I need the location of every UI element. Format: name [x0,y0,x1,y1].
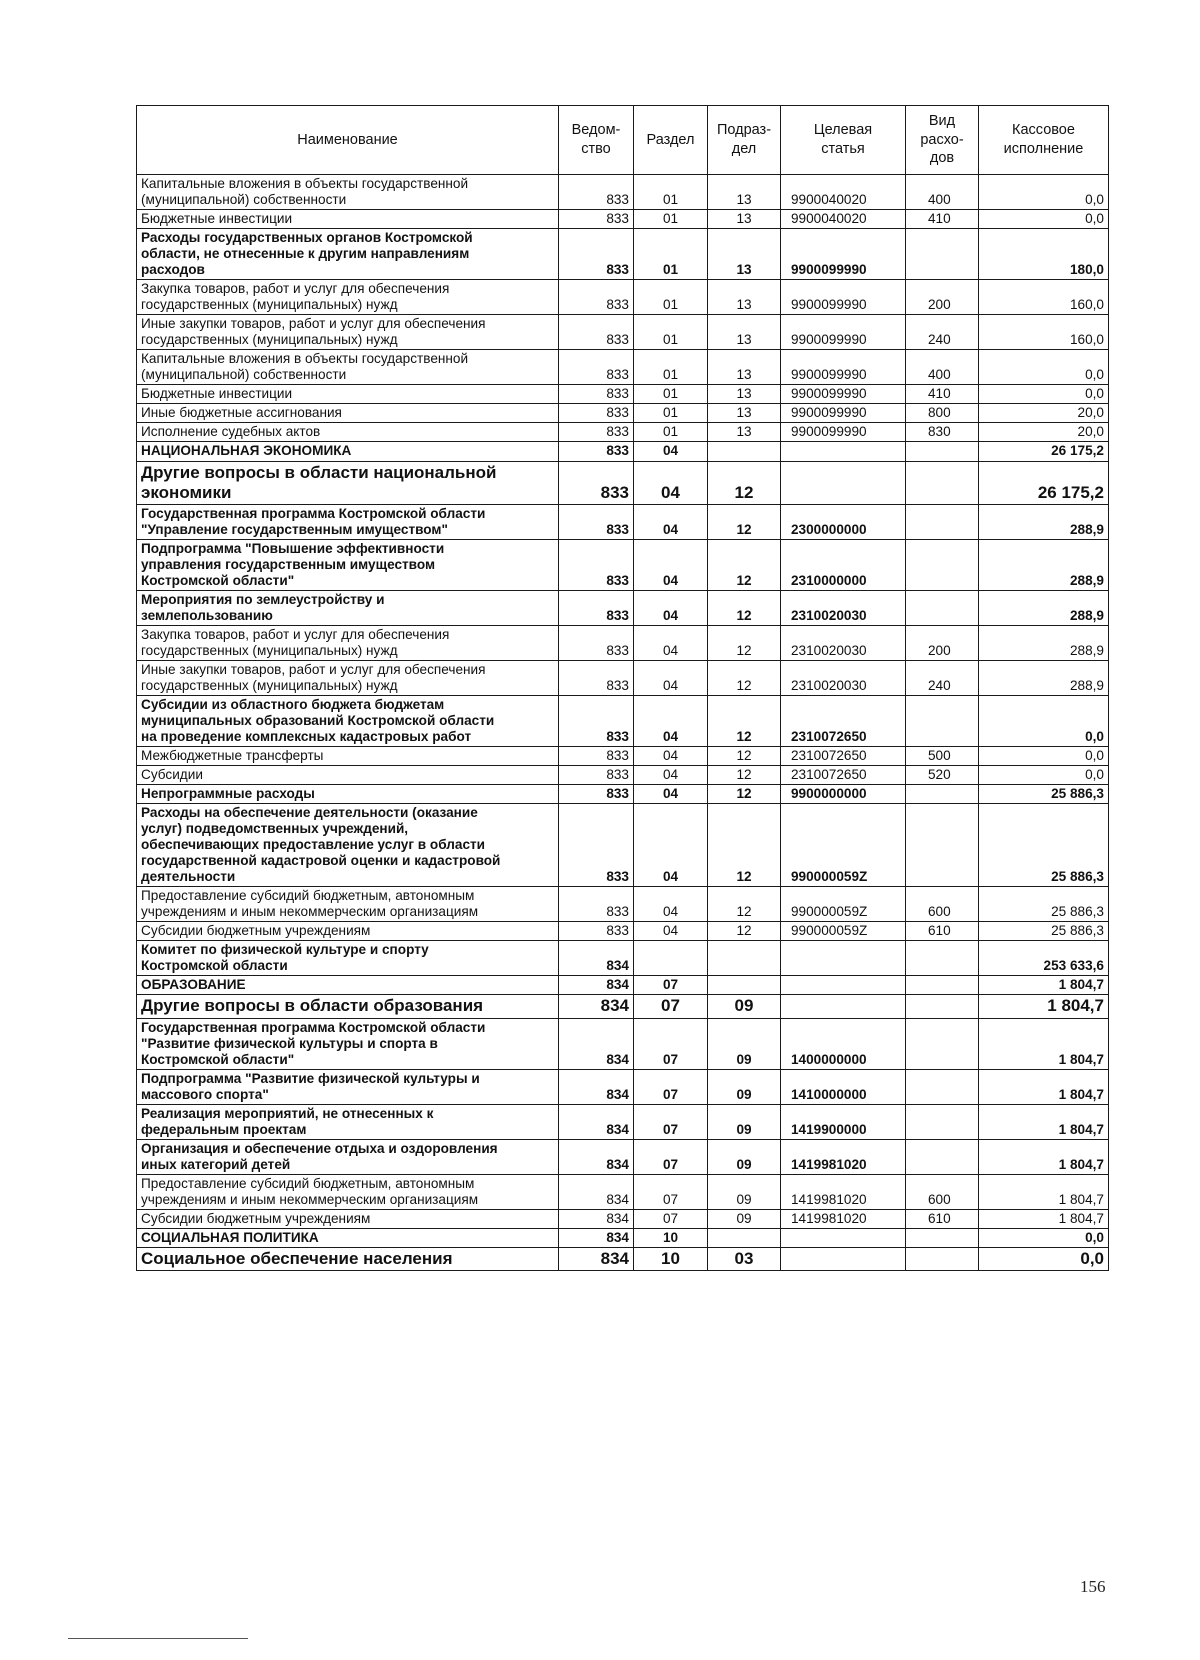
cell-expense-type [906,504,979,539]
cell-target-article: 9900099990 [781,404,906,423]
cell-cash-execution: 20,0 [979,404,1109,423]
table-row [137,1209,1109,1228]
cell-subsection: 13 [708,280,781,315]
cell-cash-execution: 25 886,3 [979,785,1109,804]
cell-department: 833 [559,922,634,941]
cell-subsection: 13 [708,423,781,442]
table-row [137,504,1109,539]
cell-section: 01 [634,210,708,229]
cell-cash-execution: 0,0 [979,210,1109,229]
cell-target-article: 9900099990 [781,350,906,385]
cell-expense-type [906,229,979,280]
table-row [137,315,1109,350]
cell-target-article: 1400000000 [781,1018,906,1069]
cell-name: Другие вопросы в области образования [137,995,559,1018]
table-row [137,404,1109,423]
cell-name: Комитет по физической культуре и спорту Костромской области [137,941,559,976]
cell-cash-execution: 0,0 [979,1247,1109,1270]
cell-department: 833 [559,229,634,280]
cell-name: Капитальные вложения в объекты государственной (муниципальной) собственности [137,350,559,385]
cell-section: 04 [634,461,708,504]
cell-expense-type: 400 [906,175,979,210]
cell-section: 07 [634,1104,708,1139]
cell-target-article [781,941,906,976]
cell-section: 07 [634,976,708,995]
cell-name: Субсидии [137,766,559,785]
cell-expense-type [906,539,979,590]
cell-cash-execution: 1 804,7 [979,995,1109,1018]
table-row [137,280,1109,315]
cell-target-article [781,1228,906,1247]
cell-section: 04 [634,785,708,804]
table-row [137,785,1109,804]
cell-section: 04 [634,660,708,695]
cell-subsection: 09 [708,1139,781,1174]
table-row [137,1174,1109,1209]
cell-cash-execution: 288,9 [979,590,1109,625]
cell-department: 833 [559,404,634,423]
cell-target-article: 1419981020 [781,1209,906,1228]
table-row [137,210,1109,229]
cell-subsection: 13 [708,404,781,423]
table-row [137,1069,1109,1104]
cell-section: 07 [634,1209,708,1228]
cell-cash-execution: 0,0 [979,1228,1109,1247]
cell-target-article: 9900099990 [781,315,906,350]
cell-target-article: 9900040020 [781,210,906,229]
cell-name: Бюджетные инвестиции [137,210,559,229]
cell-subsection: 13 [708,175,781,210]
cell-subsection: 12 [708,504,781,539]
cell-expense-type: 240 [906,660,979,695]
cell-department: 833 [559,280,634,315]
cell-department: 834 [559,1247,634,1270]
cell-target-article: 1419900000 [781,1104,906,1139]
cell-expense-type [906,1139,979,1174]
cell-section [634,941,708,976]
cell-subsection: 09 [708,1018,781,1069]
cell-target-article: 1410000000 [781,1069,906,1104]
cell-expense-type: 600 [906,887,979,922]
cell-expense-type [906,785,979,804]
cell-target-article: 2300000000 [781,504,906,539]
cell-target-article [781,461,906,504]
page-number: 156 [1080,1577,1106,1596]
cell-expense-type [906,1018,979,1069]
cell-cash-execution: 160,0 [979,315,1109,350]
cell-name: ОБРАЗОВАНИЕ [137,976,559,995]
cell-target-article: 9900000000 [781,785,906,804]
cell-expense-type [906,461,979,504]
cell-section: 04 [634,695,708,746]
cell-department: 833 [559,804,634,887]
table-row [137,922,1109,941]
cell-cash-execution: 288,9 [979,625,1109,660]
cell-subsection: 12 [708,461,781,504]
cell-expense-type: 610 [906,1209,979,1228]
cell-subsection: 12 [708,785,781,804]
cell-subsection: 12 [708,922,781,941]
cell-cash-execution: 288,9 [979,660,1109,695]
cell-name: Иные закупки товаров, работ и услуг для обеспечения государственных (муниципальных) нужд [137,315,559,350]
cell-name: СОЦИАЛЬНАЯ ПОЛИТИКА [137,1228,559,1247]
cell-cash-execution: 1 804,7 [979,1018,1109,1069]
cell-name: Закупка товаров, работ и услуг для обеспечения государственных (муниципальных) нужд [137,625,559,660]
cell-department: 833 [559,695,634,746]
cell-expense-type [906,941,979,976]
cell-department: 834 [559,1174,634,1209]
cell-section: 04 [634,804,708,887]
cell-expense-type [906,1069,979,1104]
cell-department: 833 [559,210,634,229]
cell-section: 07 [634,1174,708,1209]
cell-subsection [708,1228,781,1247]
cell-section: 04 [634,766,708,785]
cell-subsection [708,976,781,995]
cell-cash-execution: 25 886,3 [979,887,1109,922]
table-row [137,175,1109,210]
cell-department: 833 [559,442,634,461]
cell-cash-execution: 25 886,3 [979,804,1109,887]
table-row [137,1139,1109,1174]
header-name: Наименование [137,106,559,175]
cell-cash-execution: 25 886,3 [979,922,1109,941]
cell-subsection: 12 [708,766,781,785]
cell-cash-execution: 1 804,7 [979,976,1109,995]
cell-section: 04 [634,442,708,461]
table-row [137,887,1109,922]
cell-name: Мероприятия по землеустройству и землепользованию [137,590,559,625]
cell-target-article: 9900099990 [781,423,906,442]
cell-cash-execution: 0,0 [979,747,1109,766]
cell-subsection: 09 [708,1209,781,1228]
cell-expense-type [906,1247,979,1270]
cell-cash-execution: 288,9 [979,539,1109,590]
cell-expense-type [906,995,979,1018]
cell-section: 07 [634,1018,708,1069]
cell-target-article: 990000059Z [781,887,906,922]
cell-department: 833 [559,785,634,804]
cell-name: Иные закупки товаров, работ и услуг для обеспечения государственных (муниципальных) нужд [137,660,559,695]
cell-department: 833 [559,887,634,922]
table-body [137,175,1109,1271]
cell-target-article: 2310000000 [781,539,906,590]
cell-department: 834 [559,995,634,1018]
cell-cash-execution: 0,0 [979,766,1109,785]
cell-expense-type: 410 [906,210,979,229]
cell-subsection: 13 [708,210,781,229]
cell-department: 833 [559,315,634,350]
cell-name: Субсидии из областного бюджета бюджетам муниципальных образований Костромской области на проведение комплексных кадастровых работ [137,695,559,746]
cell-expense-type [906,976,979,995]
header-section: Раздел [634,106,708,175]
cell-expense-type: 500 [906,747,979,766]
cell-cash-execution: 26 175,2 [979,461,1109,504]
cell-expense-type: 610 [906,922,979,941]
table-row [137,660,1109,695]
cell-subsection: 09 [708,1069,781,1104]
cell-name: Организация и обеспечение отдыха и оздоровления иных категорий детей [137,1139,559,1174]
cell-expense-type: 400 [906,350,979,385]
cell-name: Расходы на обеспечение деятельности (оказание услуг) подведомственных учреждений, обеспечивающих предоставление услуг в области государственной кадастровой оценки и кадастровой деятельности [137,804,559,887]
cell-target-article: 2310020030 [781,625,906,660]
cell-department: 833 [559,539,634,590]
cell-subsection [708,941,781,976]
table-row [137,442,1109,461]
cell-subsection: 12 [708,625,781,660]
cell-target-article: 990000059Z [781,804,906,887]
cell-expense-type: 200 [906,280,979,315]
cell-subsection [708,442,781,461]
cell-target-article: 1419981020 [781,1139,906,1174]
cell-expense-type: 520 [906,766,979,785]
cell-department: 833 [559,504,634,539]
cell-section: 04 [634,590,708,625]
cell-name: Другие вопросы в области национальной экономики [137,461,559,504]
cell-subsection: 12 [708,695,781,746]
cell-department: 834 [559,1228,634,1247]
cell-name: Бюджетные инвестиции [137,385,559,404]
cell-section: 04 [634,539,708,590]
cell-subsection: 12 [708,660,781,695]
cell-subsection: 09 [708,1104,781,1139]
cell-expense-type [906,442,979,461]
cell-section: 04 [634,625,708,660]
cell-section: 01 [634,315,708,350]
cell-name: НАЦИОНАЛЬНАЯ ЭКОНОМИКА [137,442,559,461]
cell-expense-type: 410 [906,385,979,404]
cell-subsection: 13 [708,350,781,385]
cell-target-article [781,1247,906,1270]
cell-target-article: 2310020030 [781,590,906,625]
header-department: Ведом- ство [559,106,634,175]
cell-subsection: 09 [708,1174,781,1209]
table-row [137,1104,1109,1139]
cell-subsection: 03 [708,1247,781,1270]
cell-section: 01 [634,280,708,315]
cell-target-article: 9900099990 [781,385,906,404]
cell-name: Социальное обеспечение населения [137,1247,559,1270]
cell-cash-execution: 20,0 [979,423,1109,442]
cell-name: Межбюджетные трансферты [137,747,559,766]
cell-target-article: 2310072650 [781,695,906,746]
cell-target-article: 2310072650 [781,747,906,766]
cell-subsection: 13 [708,315,781,350]
cell-cash-execution: 0,0 [979,385,1109,404]
cell-expense-type: 830 [906,423,979,442]
cell-name: Капитальные вложения в объекты государственной (муниципальной) собственности [137,175,559,210]
cell-expense-type: 600 [906,1174,979,1209]
cell-department: 833 [559,625,634,660]
cell-name: Реализация мероприятий, не отнесенных к федеральным проектам [137,1104,559,1139]
table-row [137,625,1109,660]
cell-section: 07 [634,995,708,1018]
cell-section: 07 [634,1069,708,1104]
cell-section: 04 [634,922,708,941]
table-row [137,976,1109,995]
cell-target-article: 1419981020 [781,1174,906,1209]
cell-department: 833 [559,766,634,785]
cell-department: 833 [559,423,634,442]
cell-department: 834 [559,941,634,976]
cell-expense-type [906,804,979,887]
table-row [137,461,1109,504]
cell-cash-execution: 26 175,2 [979,442,1109,461]
cell-section: 04 [634,504,708,539]
cell-target-article: 9900099990 [781,229,906,280]
cell-department: 833 [559,350,634,385]
cell-name: Государственная программа Костромской области "Развитие физической культуры и спорта в Костромской области" [137,1018,559,1069]
cell-subsection: 12 [708,887,781,922]
cell-section: 10 [634,1228,708,1247]
cell-name: Подпрограмма "Развитие физической культуры и массового спорта" [137,1069,559,1104]
cell-cash-execution: 0,0 [979,350,1109,385]
cell-department: 833 [559,590,634,625]
cell-target-article [781,995,906,1018]
cell-cash-execution: 288,9 [979,504,1109,539]
cell-department: 833 [559,660,634,695]
cell-subsection: 09 [708,995,781,1018]
cell-expense-type: 200 [906,625,979,660]
cell-department: 834 [559,1018,634,1069]
cell-department: 833 [559,461,634,504]
cell-name: Субсидии бюджетным учреждениям [137,922,559,941]
cell-department: 834 [559,1209,634,1228]
header-expense-type: Вид расхо- дов [906,106,979,175]
cell-section: 04 [634,887,708,922]
cell-section: 01 [634,385,708,404]
cell-subsection: 13 [708,385,781,404]
cell-cash-execution: 253 633,6 [979,941,1109,976]
cell-name: Предоставление субсидий бюджетным, автономным учреждениям и иным некоммерческим организациям [137,887,559,922]
cell-target-article [781,976,906,995]
cell-department: 833 [559,385,634,404]
table-row [137,423,1109,442]
cell-name: Исполнение судебных актов [137,423,559,442]
table-row [137,590,1109,625]
table-row [137,941,1109,976]
cell-target-article: 2310020030 [781,660,906,695]
cell-cash-execution: 1 804,7 [979,1069,1109,1104]
header-subsection: Подраз- дел [708,106,781,175]
cell-expense-type: 240 [906,315,979,350]
cell-expense-type [906,1228,979,1247]
cell-section: 07 [634,1139,708,1174]
cell-name: Иные бюджетные ассигнования [137,404,559,423]
cell-cash-execution: 180,0 [979,229,1109,280]
cell-section: 04 [634,747,708,766]
cell-target-article: 9900099990 [781,280,906,315]
cell-section: 01 [634,404,708,423]
table-row [137,1018,1109,1069]
table-row [137,766,1109,785]
cell-department: 834 [559,1069,634,1104]
table-row [137,995,1109,1018]
cell-expense-type [906,695,979,746]
cell-expense-type [906,590,979,625]
cell-section: 01 [634,423,708,442]
table-row [137,1228,1109,1247]
cell-target-article [781,442,906,461]
header-target-article: Целевая статья [781,106,906,175]
cell-subsection: 12 [708,804,781,887]
budget-execution-table [136,105,1109,1271]
cell-subsection: 13 [708,229,781,280]
cell-section: 01 [634,175,708,210]
cell-subsection: 12 [708,747,781,766]
cell-department: 834 [559,976,634,995]
cell-department: 834 [559,1104,634,1139]
cell-cash-execution: 1 804,7 [979,1174,1109,1209]
cell-subsection: 12 [708,539,781,590]
cell-target-article: 9900040020 [781,175,906,210]
cell-subsection: 12 [708,590,781,625]
cell-cash-execution: 1 804,7 [979,1209,1109,1228]
table-row [137,539,1109,590]
cell-name: Субсидии бюджетным учреждениям [137,1209,559,1228]
cell-department: 834 [559,1139,634,1174]
cell-department: 833 [559,747,634,766]
table-header-row [137,106,1109,175]
cell-name: Расходы государственных органов Костромской области, не отнесенные к другим направлениям расходов [137,229,559,280]
cell-name: Непрограммные расходы [137,785,559,804]
cell-target-article: 2310072650 [781,766,906,785]
cell-cash-execution: 1 804,7 [979,1139,1109,1174]
cell-cash-execution: 1 804,7 [979,1104,1109,1139]
cell-name: Закупка товаров, работ и услуг для обеспечения государственных (муниципальных) нужд [137,280,559,315]
cell-name: Предоставление субсидий бюджетным, автономным учреждениям и иным некоммерческим организациям [137,1174,559,1209]
cell-cash-execution: 0,0 [979,695,1109,746]
cell-expense-type [906,1104,979,1139]
table-row [137,1247,1109,1270]
table-row [137,695,1109,746]
cell-section: 01 [634,350,708,385]
cell-target-article: 990000059Z [781,922,906,941]
footnote-divider [68,1638,248,1639]
table-row [137,229,1109,280]
table-row [137,350,1109,385]
cell-expense-type: 800 [906,404,979,423]
cell-section: 01 [634,229,708,280]
cell-name: Государственная программа Костромской области "Управление государственным имуществом" [137,504,559,539]
table-row [137,747,1109,766]
header-cash-execution: Кассовое исполнение [979,106,1109,175]
cell-section: 10 [634,1247,708,1270]
table-row [137,385,1109,404]
cell-department: 833 [559,175,634,210]
cell-name: Подпрограмма "Повышение эффективности управления государственным имуществом Костромской области" [137,539,559,590]
cell-cash-execution: 160,0 [979,280,1109,315]
table-row [137,804,1109,887]
cell-cash-execution: 0,0 [979,175,1109,210]
